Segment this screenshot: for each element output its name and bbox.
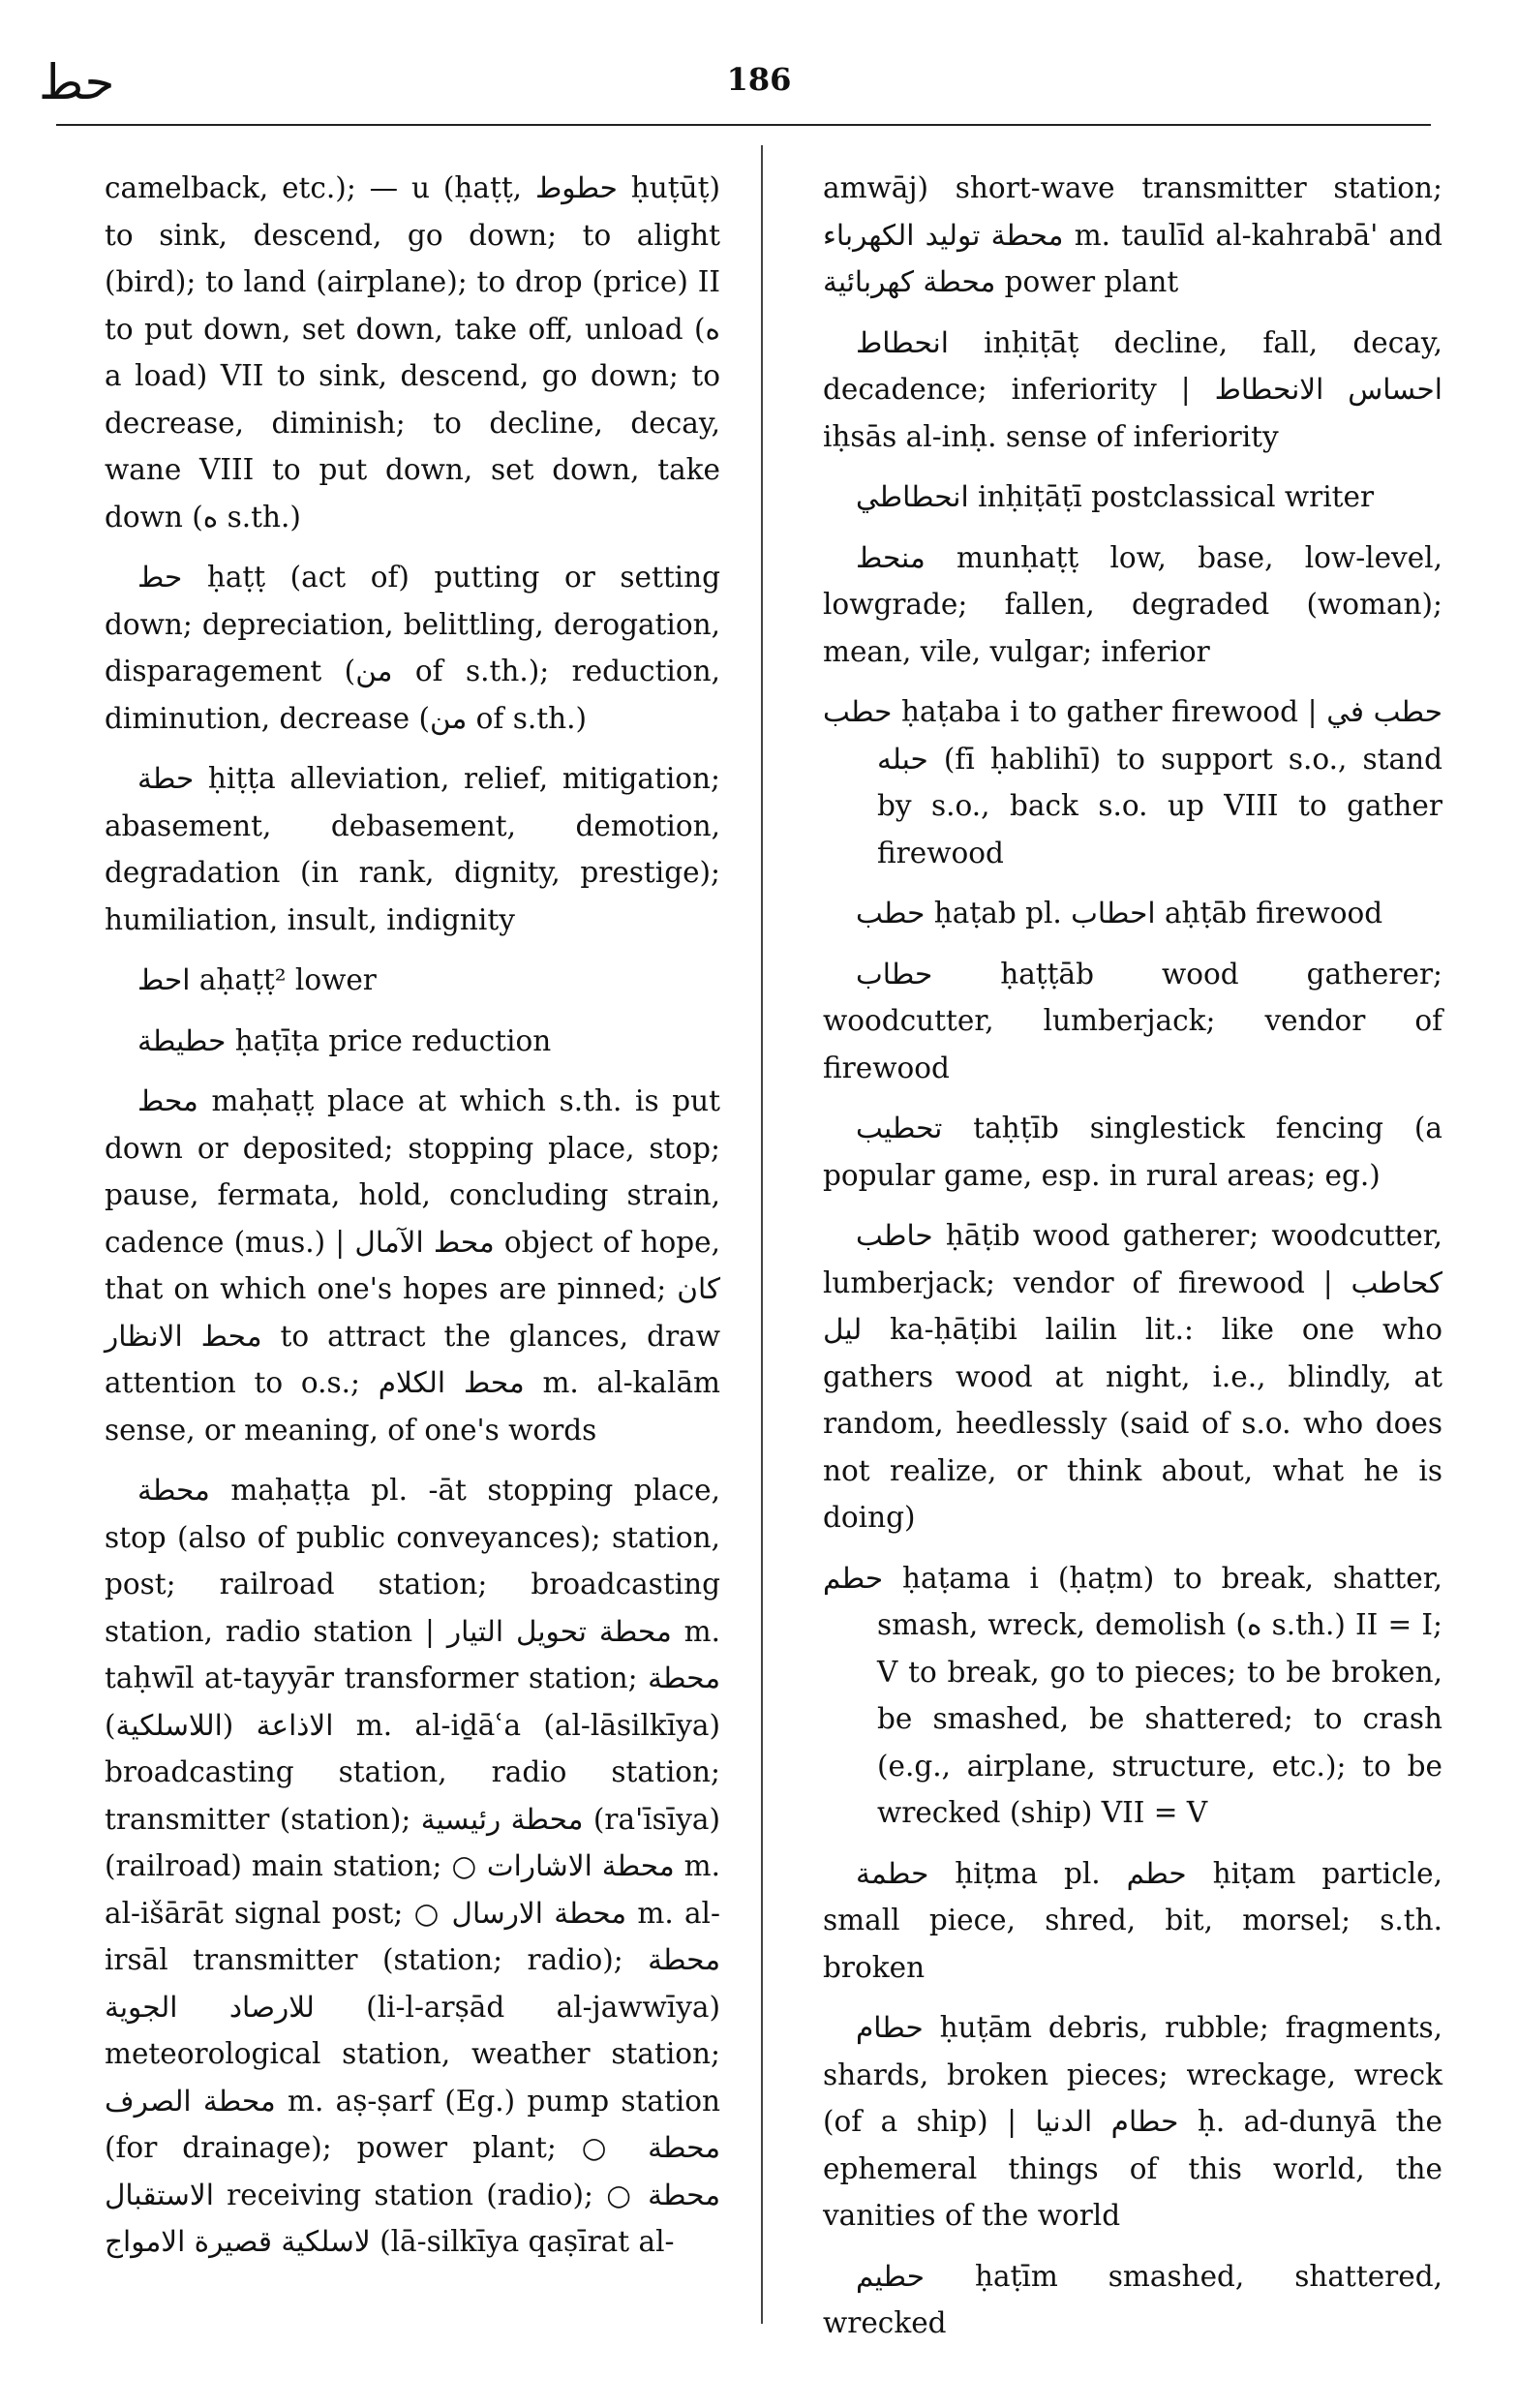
running-head-arabic: حط	[39, 54, 115, 110]
dictionary-entry: منحط munḥaṭṭ low, base, low-level, lowgrade; fallen, degraded (woman); mean, vile, vulgar; inferior	[823, 540, 1442, 668]
dictionary-entry: حطة ḥiṭṭa alleviation, relief, mitigation; abasement, debasement, demotion, degradation (in rank, dignity, prestige); humiliation, insult, indignity	[105, 762, 720, 936]
dictionary-entry: camelback, etc.); — u (ḥaṭṭ, حطوط ḥuṭūṭ) to sink, descend, go down; to alight (bird); to land (airplane); to drop (price) II to put down, set down, take off, unload (ه a load) VII to sink, descend, go down; to decrease, diminish; to decline, decay, wane VIII to put down, set down, take down (ه s.th.)	[105, 171, 720, 533]
header-rule	[56, 124, 1431, 126]
dictionary-entry: حاطب ḥāṭib wood gatherer; woodcutter, lumberjack; vendor of firewood | كحاطب ليل ka-ḥāṭibi lailin lit.: like one who gathers wood at night, i.e., blindly, at random, heedlessly (said of s.o. who does not realize, or think about, what he is doing)	[823, 1219, 1442, 1534]
dictionary-entry: حط ḥaṭṭ (act of) putting or setting down; depreciation, belittling, derogation, disparagement (من of s.th.); reduction, diminution, decrease (من of s.th.)	[105, 561, 720, 735]
dictionary-entry: انحطاط inḥiṭāṭ decline, fall, decay, decadence; inferiority | احساس الانحطاط iḥsās al-inḥ. sense of inferiority	[823, 325, 1442, 453]
page-number: 186	[726, 61, 792, 98]
column-divider	[761, 145, 763, 2324]
dictionary-entry: حطام ḥuṭām debris, rubble; fragments, shards, broken pieces; wreckage, wreck (of a ship) | حطام الدنيا ḥ. ad-dunyā the ephemeral things of this world, the vanities of the world	[823, 2011, 1442, 2232]
dictionary-entry: amwāj) short-wave transmitter station; محطة توليد الكهرباء m. taulīd al-kahrabā' and محطة كهربائية power plant	[823, 171, 1443, 298]
root-entry: حطب ḥaṭaba i to gather firewood | حطب في حبله (fī ḥablihī) to support s.o., stand by s.o., back s.o. up VIII to gather firewood	[823, 695, 1442, 869]
dictionary-entry: حطاب ḥaṭṭāb wood gatherer; woodcutter, lumberjack; vendor of firewood	[823, 957, 1442, 1084]
dictionary-entry: حطيم ḥaṭīm smashed, shattered, wrecked	[823, 2259, 1442, 2339]
left-column	[105, 165, 720, 2279]
root-entry: حطم ḥaṭama i (ḥaṭm) to break, shatter, smash, wreck, demolish (ه s.th.) II = I; V to break, go to pieces; to be broken, be smashed, be shattered; to crash (e.g., airplane, structure, etc.); to be wrecked (ship) VII = V	[823, 1561, 1442, 1829]
dictionary-entry: حطيطة ḥaṭīṭa price reduction	[137, 1023, 552, 1057]
dictionary-entry: محط maḥaṭṭ place at which s.th. is put down or deposited; stopping place, stop; pause, fermata, hold, concluding strain, cadence (mus.) | محط الآمال object of hope, that on which one's hopes are pinned; كان محط الانظار to attract the glances, draw attention to o.s.; محط الكلام m. al-kalām sense, or meaning, of one's words	[105, 1084, 721, 1447]
dictionary-entry: محطة maḥaṭṭa pl. -āt stopping place, stop (also of public conveyances); station, post; railroad station; broadcasting station, radio station | محطة تحويل التيار m. taḥwīl at-tayyār transformer station; محطة الاذاعة (اللاسلكية) m. al-iḏāʿa (al-lāsilkīya) broadcasting station, radio station; transmitter (station); محطة رئيسية (ra'īsīya) (railroad) main station; ○ محطة الاشارات m. al-išārāt signal post; ○ محطة الارسال m. al-irsāl transmitter (station; radio); محطة للارصاد الجوية (li-l-arṣād al-jawwīya) meteorological station, weather station; محطة الصرف m. aṣ-ṣarf (Eg.) pump station (for drainage); power plant; ○ محطة الاستقبال receiving station (radio); ○ محطة لاسلكية قصيرة الامواج (lā-silkīya qaṣīrat al-	[105, 1474, 720, 2258]
right-column	[823, 165, 1442, 2361]
dictionary-entry: احط aḥaṭṭ² lower	[137, 963, 377, 996]
dictionary-entry: حطب ḥaṭab pl. احطاب aḥṭāb firewood	[856, 897, 1383, 930]
dictionary-entry: انحطاطي inḥiṭāṭī postclassical writer	[856, 480, 1375, 513]
dictionary-entry: تحطيب taḥṭīb singlestick fencing (a popular game, esp. in rural areas; eg.)	[823, 1112, 1442, 1192]
dictionary-entry: حطمة ḥiṭma pl. حطم ḥiṭam particle, small piece, shred, bit, morsel; s.th. broken	[823, 1856, 1442, 1984]
